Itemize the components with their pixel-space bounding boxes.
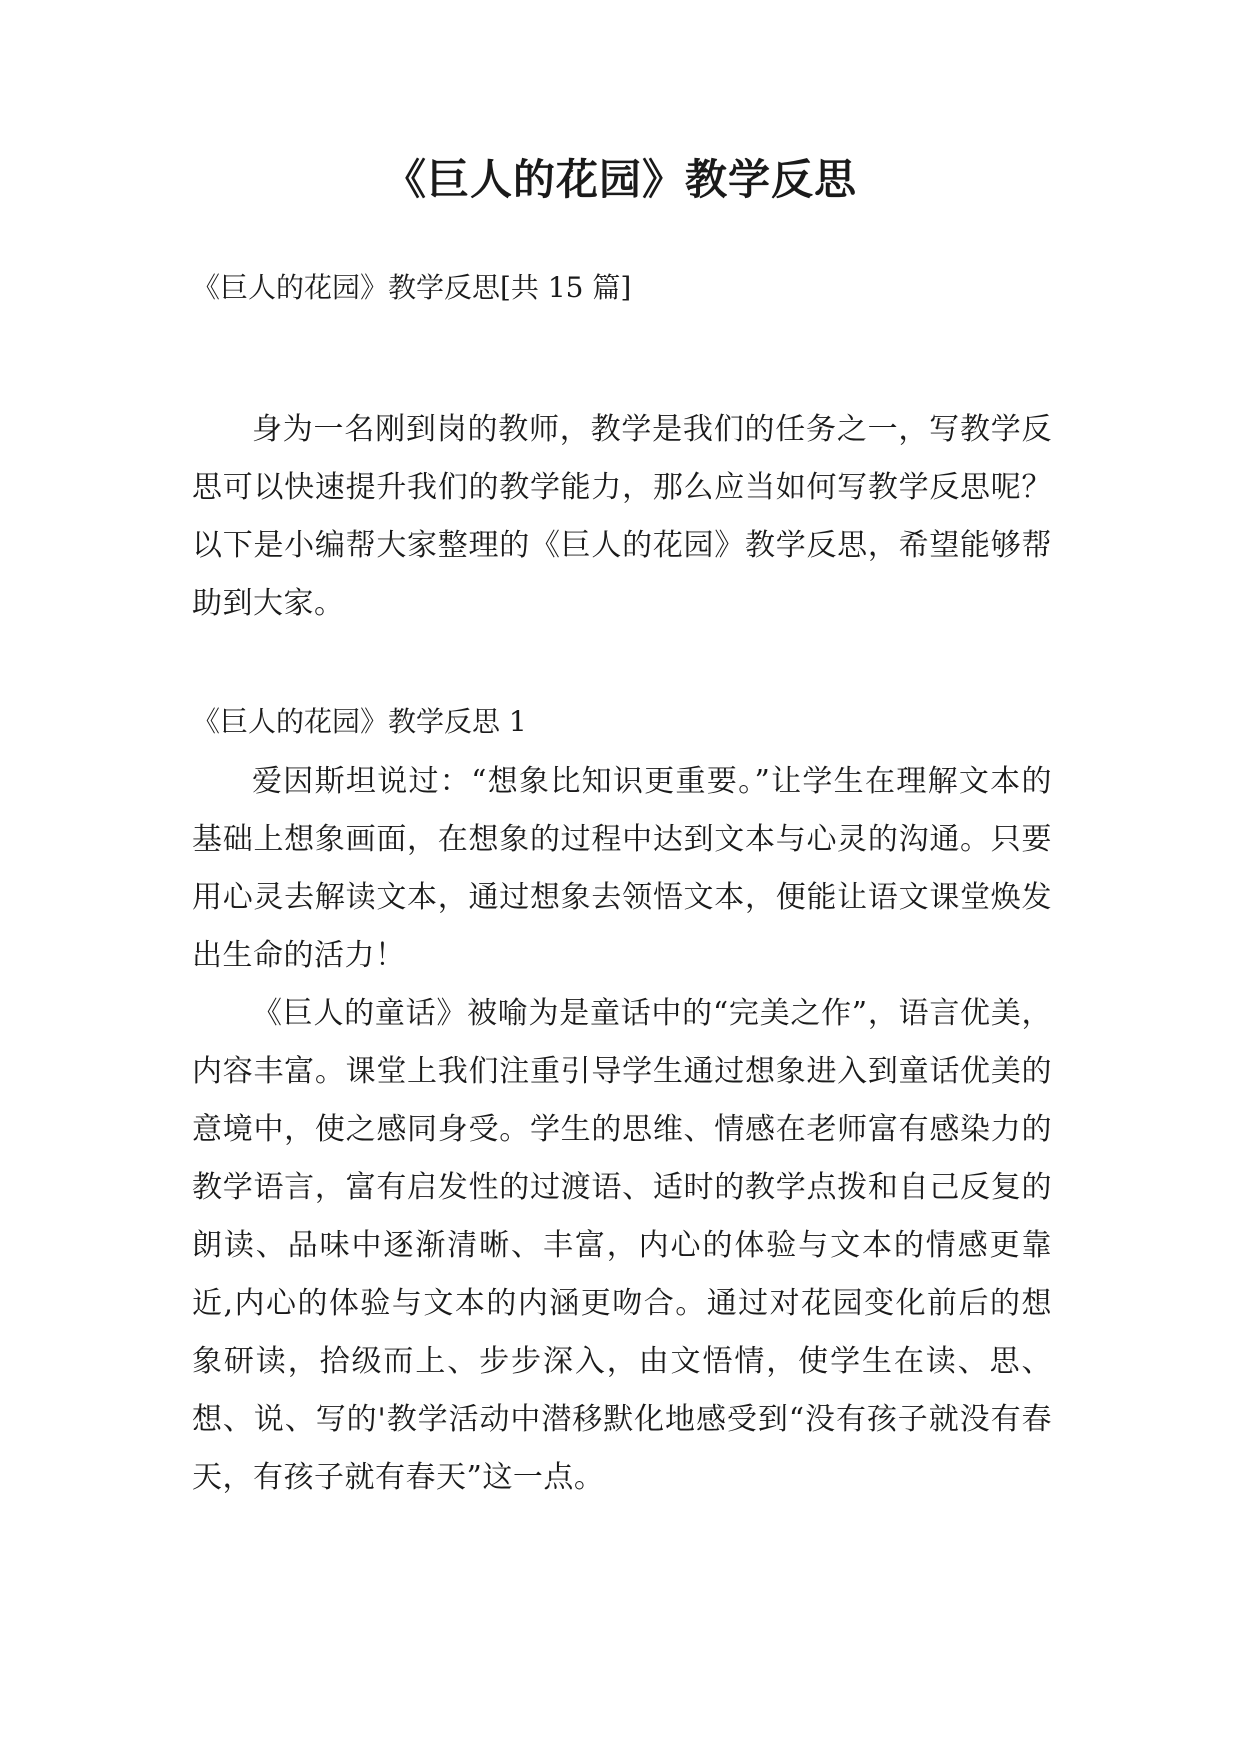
body-paragraph: 《巨人的童话》被喻为是童话中的“完美之作”，语言优美，内容丰富。课堂上我们注重引导学生通过想象进入到童话优美的意境中，使之感同身受。学生的思维、情感在老师富有感染力的教学语言，富有启发性的过渡语、适时的教学点拨和自己反复的朗读、品味中逐渐清晰、丰富，内心的体验与文本的情感更靠近,内心的体验与文本的内涵更吻合。通过对花园变化前后的想象研读，拾级而上、步步深入，由文悟情，使学生在读、思、想、说、写的'教学活动中潜移默化地感受到“没有孩子就没有春天，有孩子就有春天”这一点。 — [192, 996, 1052, 1495]
section-heading: 《巨人的花园》教学反思 1 — [192, 705, 527, 738]
section-body — [192, 753, 1052, 1507]
intro-block — [192, 401, 1052, 633]
document-subtitle: 《巨人的花园》教学反思[共 15 篇] — [192, 271, 632, 304]
intro-paragraph: 身为一名刚到岗的教师，教学是我们的任务之一，写教学反思可以快速提升我们的教学能力，那么应当如何写教学反思呢？以下是小编帮大家整理的《巨人的花园》教学反思，希望能够帮助到大家。 — [192, 412, 1052, 621]
body-paragraph: 爱因斯坦说过：“想象比知识更重要。”让学生在理解文本的基础上想象画面，在想象的过程中达到文本与心灵的沟通。只要用心灵去解读文本，通过想象去领悟文本，便能让语文课堂焕发出生命的活力！ — [192, 764, 1052, 973]
document-title: 《巨人的花园》教学反思 — [383, 155, 857, 204]
